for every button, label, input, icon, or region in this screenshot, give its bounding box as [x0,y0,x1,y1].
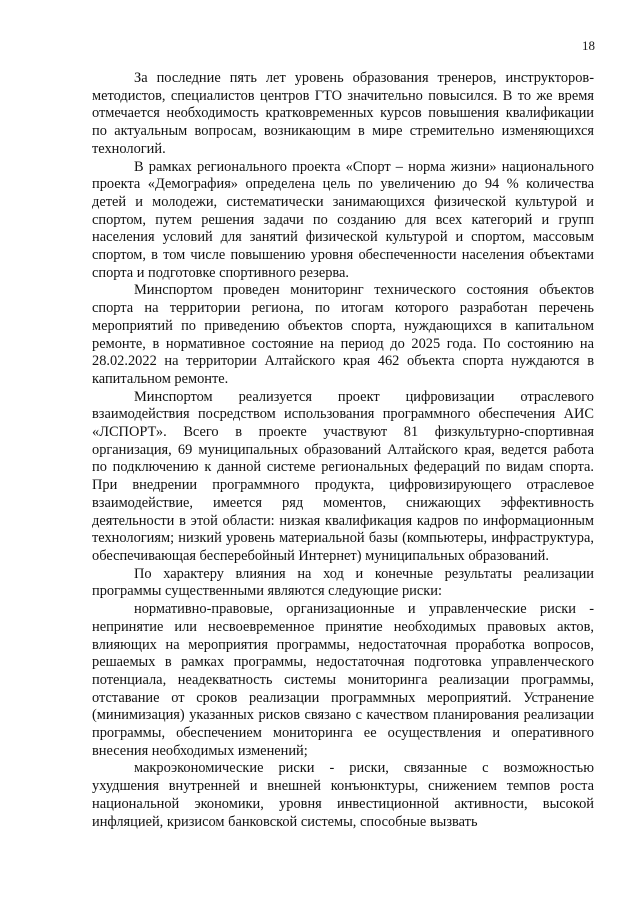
paragraph-7: макроэкономические риски - риски, связанные с возможностью ухудшения внутренней и внешней конъюнктуры, снижением темпов роста национальной экономики, уровня инвестиционной активности, высокой инфляцией, кризисом банковской системы, способные вызвать [92,760,594,830]
body-text [92,70,594,831]
paragraph-1: За последние пять лет уровень образования тренеров, инструкторов-методистов, специалистов центров ГТО значительно повысился. В то же время отмечается необходимость кратковременных курсов повышения квалификации по актуальным вопросам, возникающим в мире стремительно изменяющихся технологий. [92,70,594,157]
paragraph-5: По характеру влияния на ход и конечные результаты реализации программы существенными являются следующие риски: [92,565,594,600]
paragraph-3: Минспортом проведен мониторинг технического состояния объектов спорта на территории региона, по итогам которого разработан перечень мероприятий по приведению объектов спорта, нуждающихся в капитальном ремонте, в нормативное состояние на период до 2025 года. По состоянию на 28.02.2022 на территории Алтайского края 462 объекта спорта нуждаются в капитальном ремонте. [92,282,594,387]
paragraph-6: нормативно-правовые, организационные и управленческие риски - непринятие или несвоевременное принятие необходимых правовых актов, влияющих на мероприятия программы, недостаточная проработка вопросов, решаемых в рамках программы, недостаточная подготовка управленческого потенциала, неадекватность системы мониторинга реализации программы, отставание от сроков реализации программных мероприятий. Устранение (минимизация) указанных рисков связано с качеством планирования реализации программы, обеспечением мониторинга ее осуществления и оперативного внесения необходимых изменений; [92,601,594,759]
paragraph-2: В рамках регионального проекта «Спорт – норма жизни» национального проекта «Демография» определена цель по увеличению до 94 % количества детей и молодежи, систематически занимающихся физической культурой и спортом, путем решения задачи по созданию для всех категорий и групп населения условий для занятий физической культурой и спортом, массовым спортом, в том числе повышению уровня обеспеченности населения объектами спорта и подготовке спортивного резерва. [92,158,594,281]
paragraph-4: Минспортом реализуется проект цифровизации отраслевого взаимодействия посредством использования программного обеспечения АИС «ЛСПОРТ». Всего в проекте участвуют 81 физкультурно-спортивная организация, 69 муниципальных образований Алтайского края, ведется работа по подключению к данной системе региональных федераций по видам спорта. При внедрении программного продукта, цифровизирующего отраслевое взаимодействие, имеется ряд моментов, снижающих эффективность деятельности в этой области: низкая квалификация кадров по информационным технологиям; низкий уровень материальной базы (компьютеры, инфраструктура, обеспечивающая бесперебойный Интернет) муниципальных образований. [92,388,594,564]
page-number: 18 [582,38,595,53]
